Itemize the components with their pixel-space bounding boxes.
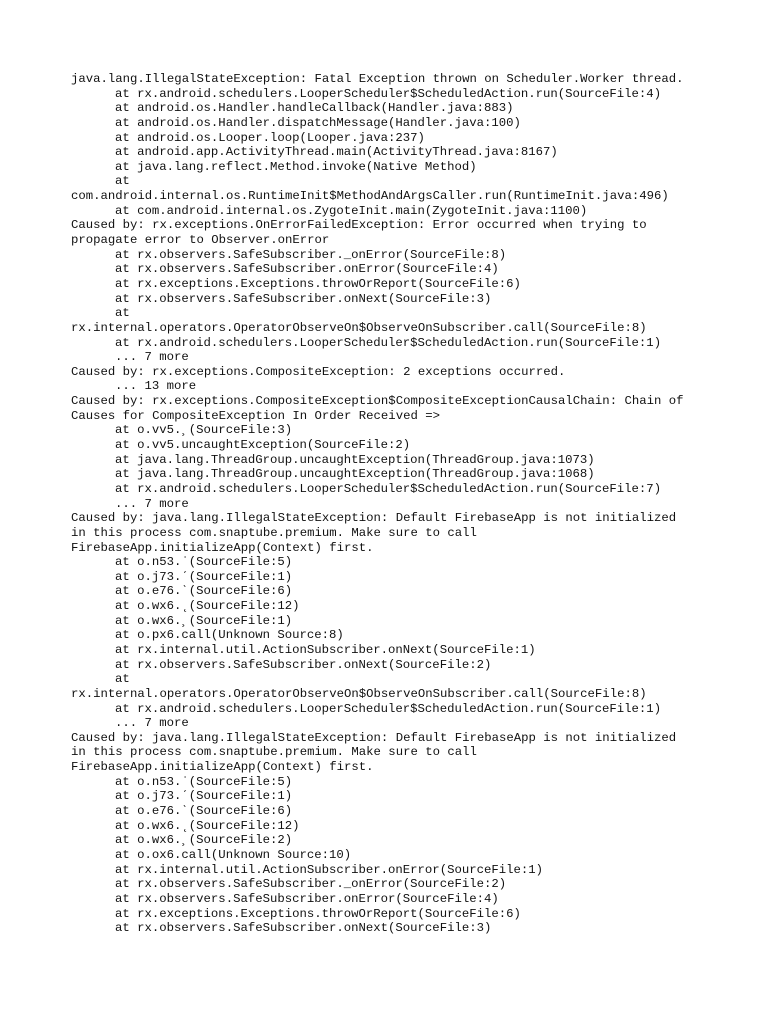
- exception-header-line: java.lang.IllegalStateException: Fatal Exception thrown on Scheduler.Worker thread.: [71, 72, 684, 86]
- stack-frame-line: at java.lang.ThreadGroup.uncaughtException(ThreadGroup.java:1068): [115, 467, 595, 482]
- stack-frame-line: at java.lang.reflect.Method.invoke(Native Method): [115, 159, 477, 174]
- stack-frame-line: at o.ox6.call(Unknown Source:10): [115, 847, 352, 862]
- wrapped-text-line: rx.internal.operators.OperatorObserveOn$ObserveOnSubscriber.call(SourceFile:8): [71, 320, 647, 335]
- stack-frame-line: at o.e76.ˋ(SourceFile:6): [115, 584, 293, 599]
- stack-frame-line: at: [115, 306, 130, 321]
- wrapped-text-line: in this process com.snaptube.premium. Make sure to call: [71, 525, 477, 540]
- more-frames-line: ... 7 more: [115, 716, 189, 731]
- wrapped-text-line: FirebaseApp.initializeApp(Context) first.: [71, 540, 374, 555]
- stack-frame-line: at android.os.Handler.handleCallback(Handler.java:883): [115, 101, 514, 116]
- stack-frame-line: at rx.observers.SafeSubscriber._onError(SourceFile:2): [115, 877, 507, 892]
- stack-frame-line: at rx.exceptions.Exceptions.throwOrReport(SourceFile:6): [115, 906, 521, 921]
- stack-frame-line: at java.lang.ThreadGroup.uncaughtException(ThreadGroup.java:1073): [115, 452, 595, 467]
- stack-frame-line: at o.wx6.¸(SourceFile:1): [115, 613, 293, 628]
- stack-frame-line: at android.app.ActivityThread.main(ActivityThread.java:8167): [115, 145, 558, 160]
- stack-frame-line: at: [115, 672, 130, 687]
- stack-frame-line: at rx.android.schedulers.LooperScheduler$ScheduledAction.run(SourceFile:4): [115, 86, 662, 101]
- stack-frame-line: at: [115, 174, 130, 189]
- wrapped-text-line: com.android.internal.os.RuntimeInit$MethodAndArgsCaller.run(RuntimeInit.java:496): [71, 189, 669, 204]
- stack-frame-line: at o.wx6.¸(SourceFile:2): [115, 833, 293, 848]
- stack-frame-line: at com.android.internal.os.ZygoteInit.main(ZygoteInit.java:1100): [115, 203, 588, 218]
- stack-frame-line: at rx.observers.SafeSubscriber.onNext(SourceFile:3): [115, 291, 492, 306]
- stack-frame-line: at rx.observers.SafeSubscriber._onError(SourceFile:8): [115, 247, 507, 262]
- stack-frame-line: at rx.internal.util.ActionSubscriber.onError(SourceFile:1): [115, 862, 544, 877]
- stack-frame-line: at rx.observers.SafeSubscriber.onNext(SourceFile:3): [115, 921, 492, 936]
- wrapped-text-line: FirebaseApp.initializeApp(Context) first.: [71, 760, 374, 775]
- stack-frame-line: at o.vv5.uncaughtException(SourceFile:2): [115, 438, 411, 453]
- stack-frame-line: at o.px6.call(Unknown Source:8): [115, 628, 344, 643]
- stack-frame-line: at rx.android.schedulers.LooperScheduler$ScheduledAction.run(SourceFile:7): [115, 481, 662, 496]
- caused-by-line: Caused by: java.lang.IllegalStateException: Default FirebaseApp is not initialized: [71, 730, 677, 745]
- stack-frame-line: at rx.exceptions.Exceptions.throwOrReport(SourceFile:6): [115, 276, 521, 291]
- stack-frame-line: at o.wx6.˛(SourceFile:12): [115, 818, 300, 833]
- caused-by-line: Caused by: rx.exceptions.CompositeException: 2 exceptions occurred.: [71, 364, 566, 379]
- more-frames-line: ... 7 more: [115, 496, 189, 511]
- wrapped-text-line: propagate error to Observer.onError: [71, 233, 330, 248]
- stack-frame-line: at android.os.Handler.dispatchMessage(Handler.java:100): [115, 115, 521, 130]
- stack-frame-line: at o.j73.ˊ(SourceFile:1): [115, 569, 293, 584]
- stack-frame-line: at rx.internal.util.ActionSubscriber.onNext(SourceFile:1): [115, 642, 536, 657]
- caused-by-line: Caused by: rx.exceptions.OnErrorFailedException: Error occurred when trying to: [71, 218, 647, 233]
- wrapped-text-line: Causes for CompositeException In Order Received =>: [71, 408, 440, 423]
- stack-frame-line: at o.n53.ˈ(SourceFile:5): [115, 555, 293, 570]
- caused-by-line: Caused by: java.lang.IllegalStateException: Default FirebaseApp is not initialized: [71, 511, 677, 526]
- stack-frame-line: at rx.observers.SafeSubscriber.onNext(SourceFile:2): [115, 657, 492, 672]
- more-frames-line: ... 13 more: [115, 379, 197, 394]
- stack-frame-line: at o.wx6.˛(SourceFile:12): [115, 599, 300, 614]
- stack-frame-line: at o.vv5.¸(SourceFile:3): [115, 423, 293, 438]
- stack-frame-line: at android.os.Looper.loop(Looper.java:237): [115, 130, 425, 145]
- stack-frame-line: at o.n53.ˈ(SourceFile:5): [115, 774, 293, 789]
- stack-frame-line: at rx.observers.SafeSubscriber.onError(SourceFile:4): [115, 262, 499, 277]
- stack-frame-line: at o.j73.ˊ(SourceFile:1): [115, 789, 293, 804]
- stack-frame-line: at o.e76.ˋ(SourceFile:6): [115, 804, 293, 819]
- wrapped-text-line: rx.internal.operators.OperatorObserveOn$ObserveOnSubscriber.call(SourceFile:8): [71, 686, 647, 701]
- caused-by-line: Caused by: rx.exceptions.CompositeException$CompositeExceptionCausalChain: Chain of: [71, 394, 684, 409]
- stack-frame-line: at rx.observers.SafeSubscriber.onError(SourceFile:4): [115, 891, 499, 906]
- stack-frame-line: at rx.android.schedulers.LooperScheduler$ScheduledAction.run(SourceFile:1): [115, 701, 662, 716]
- stack-trace-document: [71, 72, 761, 936]
- stack-frame-line: at rx.android.schedulers.LooperScheduler$ScheduledAction.run(SourceFile:1): [115, 335, 662, 350]
- wrapped-text-line: in this process com.snaptube.premium. Make sure to call: [71, 745, 477, 760]
- more-frames-line: ... 7 more: [115, 350, 189, 365]
